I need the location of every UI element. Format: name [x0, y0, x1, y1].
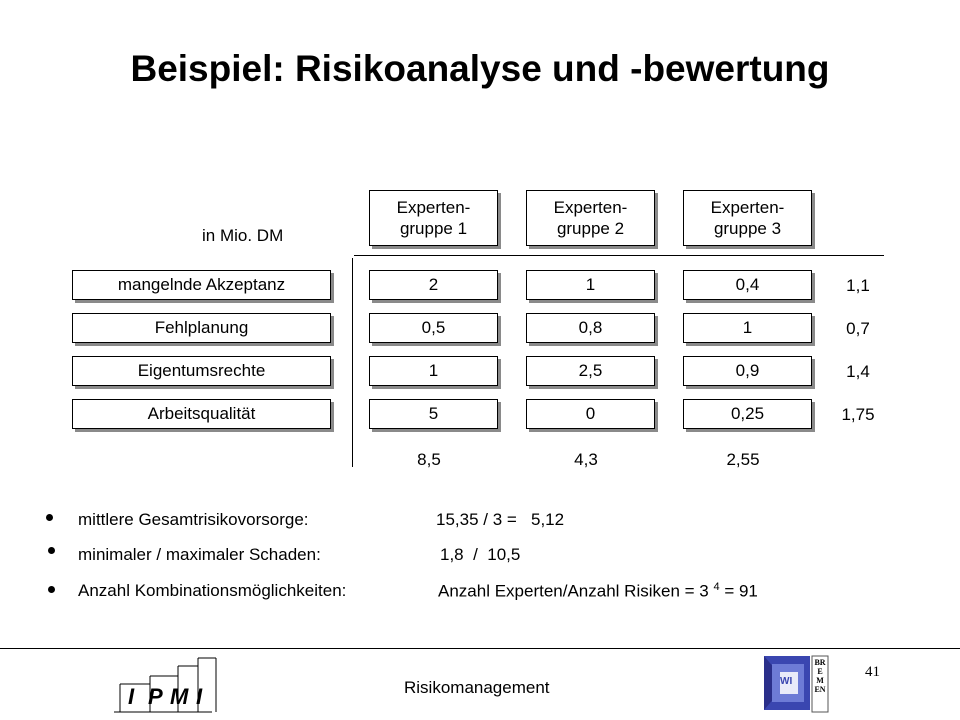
ipmi-logo-letter-4: I	[196, 684, 203, 709]
ipmi-logo-letter-3: M	[170, 684, 189, 709]
column-total-2: 4,3	[574, 450, 598, 469]
bullet-3-value-pre: Anzahl Experten/Anzahl Risiken = 3	[438, 581, 714, 601]
group-header-2-line2: gruppe 2	[556, 219, 625, 238]
value-r4-g3: 0,25	[683, 399, 812, 429]
value-r2-g1: 0,5	[369, 313, 498, 343]
header-divider	[354, 255, 884, 256]
wi-bremen-logo	[760, 652, 832, 714]
bullet-1-label: mittlere Gesamtrisikovorsorge:	[78, 510, 309, 529]
bullet-1-value: 15,35 / 3 = 5,12	[436, 510, 565, 529]
column-total-1: 8,5	[417, 450, 441, 469]
bullet-dot-3	[48, 586, 55, 593]
column-total-3: 2,55	[726, 450, 760, 469]
bullet-3-label: Anzahl Kombinationsmöglichkeiten:	[78, 581, 347, 600]
row-avg-1: 1,1	[846, 276, 870, 295]
page-number: 41	[865, 664, 880, 680]
footer-divider	[0, 648, 960, 649]
value-r1-g2: 1	[526, 270, 655, 300]
value-r3-g1: 1	[369, 356, 498, 386]
bullet-2-label: minimaler / maximaler Schaden:	[78, 545, 321, 564]
bullet-3-exponent: 4	[713, 581, 720, 593]
value-r4-g2: 0	[526, 399, 655, 429]
group-header-1-line1: Experten-	[396, 198, 471, 217]
group-header-2	[526, 190, 655, 246]
row-avg-4: 1,75	[841, 405, 875, 424]
unit-label: in Mio. DM	[202, 226, 284, 245]
group-header-1	[369, 190, 498, 246]
bullet-dot-1	[46, 514, 53, 521]
risk-label-3: Eigentumsrechte	[72, 356, 331, 386]
bullet-dot-2	[48, 547, 55, 554]
wi-logo-text: WI	[780, 676, 793, 687]
risk-label-2: Fehlplanung	[72, 313, 331, 343]
page-title: Beispiel: Risikoanalyse und -bewertung	[130, 48, 830, 89]
value-r3-g2: 2,5	[526, 356, 655, 386]
group-header-3-line2: gruppe 3	[713, 219, 782, 238]
ipmi-logo-letter-1: I	[128, 684, 135, 709]
group-header-1-line2: gruppe 1	[399, 219, 468, 238]
group-header-2-line1: Experten-	[553, 198, 628, 217]
footer-center-text: Risikomanagement	[404, 678, 550, 697]
bullet-2-value: 1,8 / 10,5	[440, 545, 521, 564]
value-r2-g3: 1	[683, 313, 812, 343]
column-divider	[352, 258, 353, 467]
group-header-3	[683, 190, 812, 246]
wi-logo-bremen: BREMEN	[814, 658, 826, 694]
bullet-3-value-post: = 91	[719, 581, 758, 601]
value-r4-g1: 5	[369, 399, 498, 429]
bullet-3-value	[438, 581, 758, 602]
value-r1-g3: 0,4	[683, 270, 812, 300]
risk-label-1: mangelnde Akzeptanz	[72, 270, 331, 300]
row-avg-2: 0,7	[846, 319, 870, 338]
row-avg-3: 1,4	[846, 362, 870, 381]
value-r2-g2: 0,8	[526, 313, 655, 343]
value-r1-g1: 2	[369, 270, 498, 300]
group-header-3-line1: Experten-	[710, 198, 785, 217]
value-r3-g3: 0,9	[683, 356, 812, 386]
risk-label-4: Arbeitsqualität	[72, 399, 331, 429]
ipmi-logo-letter-2: P	[148, 684, 163, 709]
